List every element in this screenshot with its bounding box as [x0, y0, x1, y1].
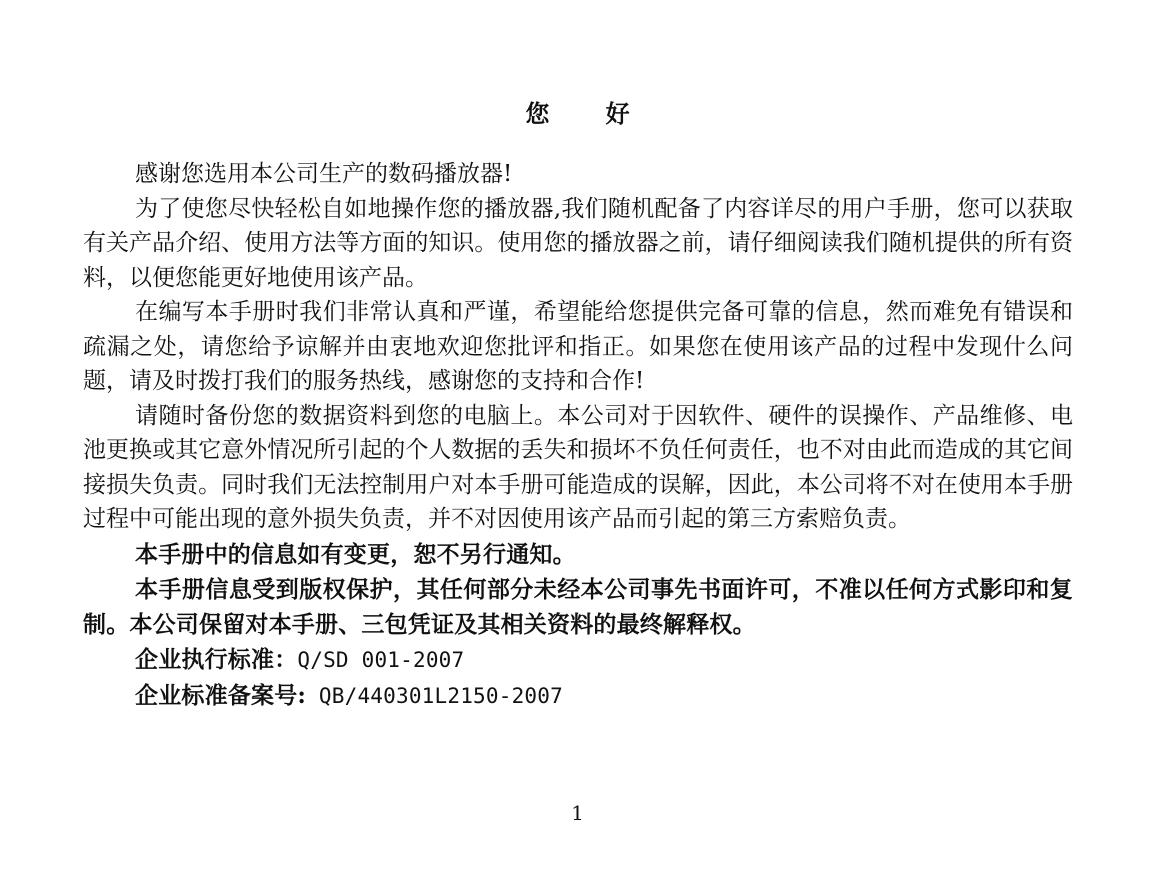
- paragraph-manual-intro: 为了使您尽快轻松自如地操作您的播放器,我们随机配备了内容详尽的用户手册，您可以获取有关产品介绍、使用方法等方面的知识。使用您的播放器之前，请仔细阅读我们随机提供的所有资料，以便您能更好地使用该产品。: [83, 195, 1073, 291]
- standard-filing-line: [83, 679, 1073, 714]
- page-number: 1: [571, 801, 584, 825]
- paragraph-disclaimer: 请随时备份您的数据资料到您的电脑上。本公司对于因软件、硬件的误操作、产品维修、电池更换或其它意外情况所引起的个人数据的丢失和损坏不负任何责任，也不对由此而造成的其它间接损失负责。同时我们无法控制用户对本手册可能造成的误解，因此，本公司将不对在使用本手册过程中可能出现的意外损失负责，并不对因使用该产品而引起的第三方索赔负责。: [83, 402, 1073, 532]
- paragraph-errata: 在编写本手册时我们非常认真和严谨，希望能给您提供完备可靠的信息，然而难免有错误和疏漏之处，请您给予谅解并由衷地欢迎您批评和指正。如果您在使用该产品的过程中发现什么问题，请及时拨打我们的服务热线，感谢您的支持和合作!: [83, 299, 1073, 394]
- enterprise-standard-label: 企业执行标准：: [135, 646, 298, 673]
- paragraph-thanks: 感谢您选用本公司生产的数码播放器!: [135, 161, 513, 187]
- notice-copyright: 本手册信息受到版权保护，其任何部分未经本公司事先书面许可，不准以任何方式影印和复制。本公司保留对本手册、三包凭证及其相关资料的最终解释权。: [83, 576, 1073, 638]
- enterprise-standard-value: Q/SD 001-2007: [297, 648, 465, 672]
- standard-filing-label: 企业标准备案号:: [135, 681, 307, 709]
- page-title: 您 好: [525, 99, 654, 128]
- document-body: [83, 157, 1073, 713]
- standard-filing-value: QB/440301L2150-2007: [306, 683, 563, 708]
- enterprise-standard-line: [83, 643, 1073, 678]
- notice-change: 本手册中的信息如有变更，恕不另行通知。: [135, 540, 576, 568]
